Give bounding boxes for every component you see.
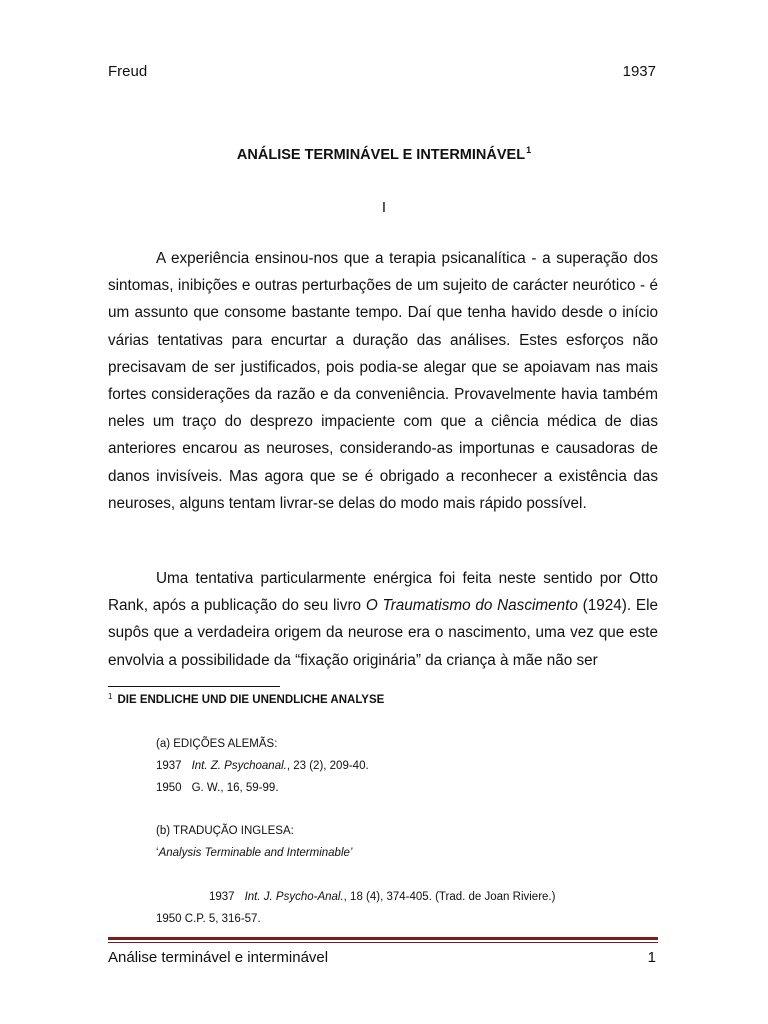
footer-rule-thin	[108, 942, 658, 943]
footnote-german-edition-2	[156, 782, 279, 794]
german-1-year: 1937	[156, 760, 182, 772]
section-numeral: I	[381, 199, 387, 216]
footnote-german-heading: (a) EDIÇÕES ALEMÃS:	[156, 738, 278, 750]
title-footnote-ref[interactable]: 1	[526, 145, 532, 155]
header-year: 1937	[622, 63, 656, 80]
german-1-journal: Int. Z. Psychoanal.	[191, 760, 287, 772]
paragraph-2-after: (1924). Ele supôs que a verdadeira origem da neurose era o nascimento, uma vez que este envolvia a possibilidade da “fixação originária” da criança à mãe não ser	[108, 597, 659, 669]
page-header	[108, 63, 656, 80]
document-title	[0, 145, 768, 163]
footnote-english-edition-2: 1950 C.P. 5, 316-57.	[156, 913, 261, 925]
footnote-english-edition-1	[209, 891, 555, 903]
footnote-number: 1	[108, 692, 113, 701]
footnote-separator	[108, 686, 280, 687]
page-footer	[108, 949, 656, 966]
book-title: O Traumatismo do Nascimento	[365, 597, 578, 615]
header-author: Freud	[108, 63, 148, 80]
german-2-ref: G. W., 16, 59-99.	[191, 782, 279, 794]
page-number: 1	[647, 949, 656, 966]
paragraph-2	[108, 565, 658, 674]
english-1-ref: , 18 (4), 374-405. (Trad. de Joan Riviere.)	[343, 891, 556, 903]
english-title-open-quote: ‘	[156, 847, 159, 859]
footnote-title-text: DIE ENDLICHE UND DIE UNENDLICHE ANALYSE	[117, 694, 385, 706]
footnote-english-heading: (b) TRADUÇÃO INGLESA:	[156, 825, 294, 837]
document-title-text: ANÁLISE TERMINÁVEL E INTERMINÁVEL	[236, 147, 526, 163]
paragraph-1: A experiência ensinou-nos que a terapia psicanalítica - a superação dos sintomas, inibições e outras perturbações de um sujeito de carácter neurótico - é um assunto que consome bastante tempo. Daí que tenha havido desde o início várias tentativas para encurtar a duração das análises. Estes esforços não precisavam de ser justificados, pois podia-se alegar que se apoiavam nas mais fortes considerações da razão e da conveniência. Provavelmente havia também neles um traço do desprezo impaciente com que a ciência médica de dias anteriores encarou as neuroses, considerando-as importunas e causadoras de danos invisíveis. Mas agora que se é obrigado a reconhecer a existência das neuroses, alguns tentam livrar-se delas do modo mais rápido possível.	[108, 250, 658, 512]
english-1-year: 1937	[209, 891, 235, 903]
footnote-german-edition-1	[156, 760, 369, 772]
footnote-title	[108, 692, 384, 706]
footnote-english-title	[156, 847, 352, 859]
english-1-journal: Int. J. Psycho-Anal.	[244, 891, 344, 903]
english-title-text: Analysis Terminable and Interminable’	[158, 847, 353, 859]
footer-rule-thick	[108, 937, 658, 940]
german-2-year: 1950	[156, 782, 182, 794]
german-1-ref: , 23 (2), 209-40.	[286, 760, 369, 772]
paragraph-2-before: Uma tentativa particularmente enérgica foi feita neste sentido por Otto Rank, após a publicação do seu livro	[108, 570, 658, 615]
footer-title: Análise terminável e interminável	[108, 949, 329, 966]
